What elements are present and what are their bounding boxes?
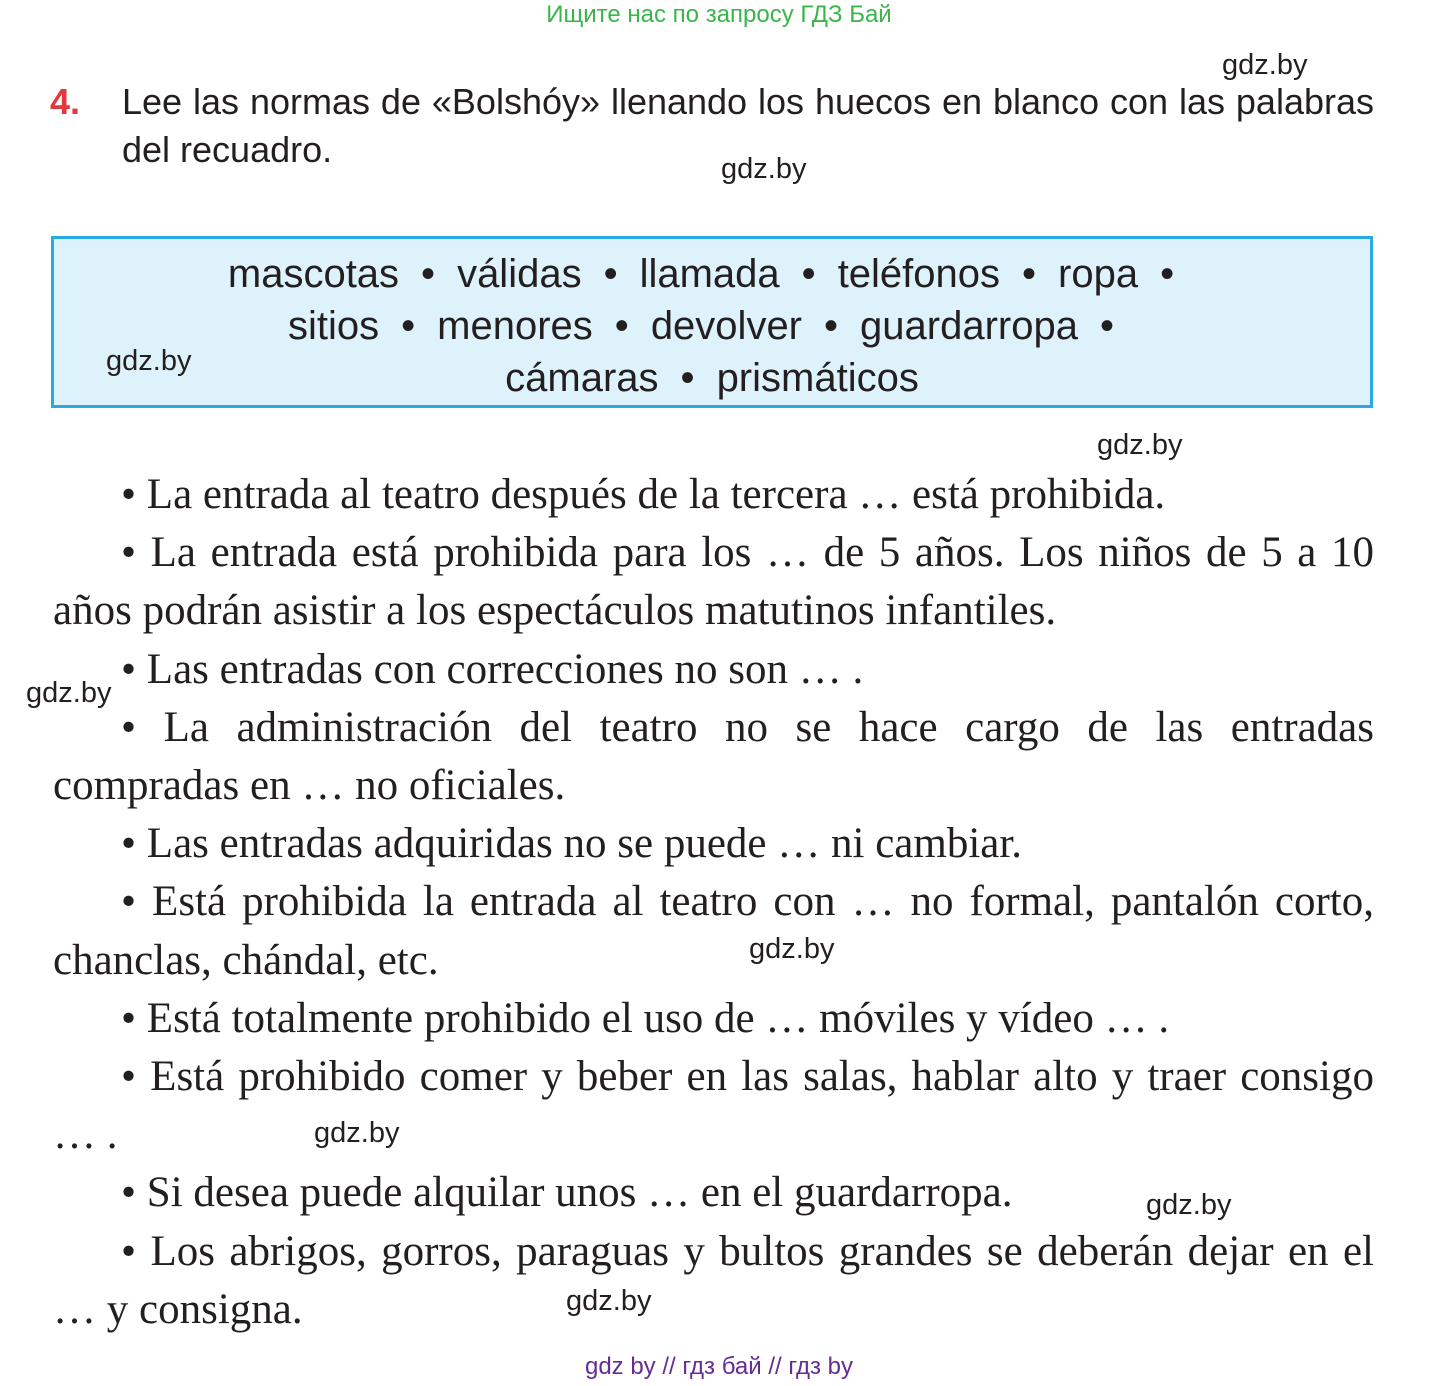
word-box-word: cámaras [505, 356, 659, 400]
watermark: gdz.by [721, 153, 807, 185]
bullet-separator: • [801, 252, 816, 296]
rule-item: • La administración del teatro no se hace cargo de las entradas compradas en … no oficiales. [53, 703, 1374, 810]
word-box-word: ropa [1058, 252, 1139, 296]
watermark: gdz.by [566, 1285, 652, 1317]
task-instruction: Lee las normas de «Bolshóy» llenando los huecos en blanco con las palabras del recuadro. [122, 81, 1374, 170]
watermark: gdz.by [1222, 49, 1308, 81]
word-box-line [54, 248, 1370, 300]
word-box-word: teléfonos [837, 252, 1001, 296]
watermark: gdz.by [314, 1117, 400, 1149]
rule-item: • Las entradas con correcciones no son … . [121, 645, 864, 693]
word-box-word: llamada [639, 252, 780, 296]
word-box-word: menores [437, 304, 593, 348]
rule-item: • La entrada al teatro después de la tercera … está prohibida. [121, 471, 1166, 518]
bullet-separator: • [401, 304, 416, 348]
watermark: gdz.by [1146, 1189, 1232, 1221]
word-box-word: prismáticos [716, 356, 919, 400]
watermark: gdz.by [1097, 429, 1183, 461]
rule-item: • Está totalmente prohibido el uso de … móviles y vídeo … . [121, 994, 1170, 1042]
rule-item: • Los abrigos, gorros, paraguas y bultos grandes se deberán dejar en el … y consigna. [53, 1227, 1374, 1333]
bullet-separator: • [680, 356, 695, 400]
watermark: gdz.by [749, 933, 835, 965]
bullet-separator: • [421, 252, 436, 296]
word-box-word: guardarropa [860, 304, 1078, 348]
bullet-separator: • [824, 304, 839, 348]
rule-item: • Está prohibido comer y beber en las salas, hablar alto y traer consigo … . [53, 1053, 1374, 1159]
word-box-word: válidas [457, 252, 582, 296]
word-box-word: sitios [288, 304, 380, 348]
bullet-separator: • [1160, 252, 1175, 296]
word-box-line [54, 300, 1370, 352]
rule-item: • Está prohibida la entrada al teatro con … no formal, pantalón corto, chanclas, chándal, etc. [53, 878, 1374, 984]
word-box-line [54, 352, 1370, 404]
rule-item: • La entrada está prohibida para los … de 5 años. Los niños de 5 a 10 años podrán asistir a los espectáculos matutinos infantiles. [53, 529, 1374, 635]
footer-watermark: gdz by // гдз бай // гдз by [584, 1353, 854, 1380]
watermark: gdz.by [26, 677, 112, 709]
bullet-separator: • [603, 252, 618, 296]
word-box [51, 236, 1373, 408]
task-number: 4. [50, 81, 81, 122]
word-box-word: devolver [650, 304, 803, 348]
top-banner: Ищите нас по запросу ГДЗ Бай [546, 1, 892, 28]
rule-item: • Si desea puede alquilar unos … en el guardarropa. [121, 1169, 1013, 1217]
bullet-separator: • [614, 304, 629, 348]
watermark: gdz.by [106, 345, 192, 377]
bullet-separator: • [1099, 304, 1114, 348]
bullet-separator: • [1022, 252, 1037, 296]
word-box-word: mascotas [227, 252, 400, 296]
rule-item: • Las entradas adquiridas no se puede … ni cambiar. [121, 820, 1023, 868]
